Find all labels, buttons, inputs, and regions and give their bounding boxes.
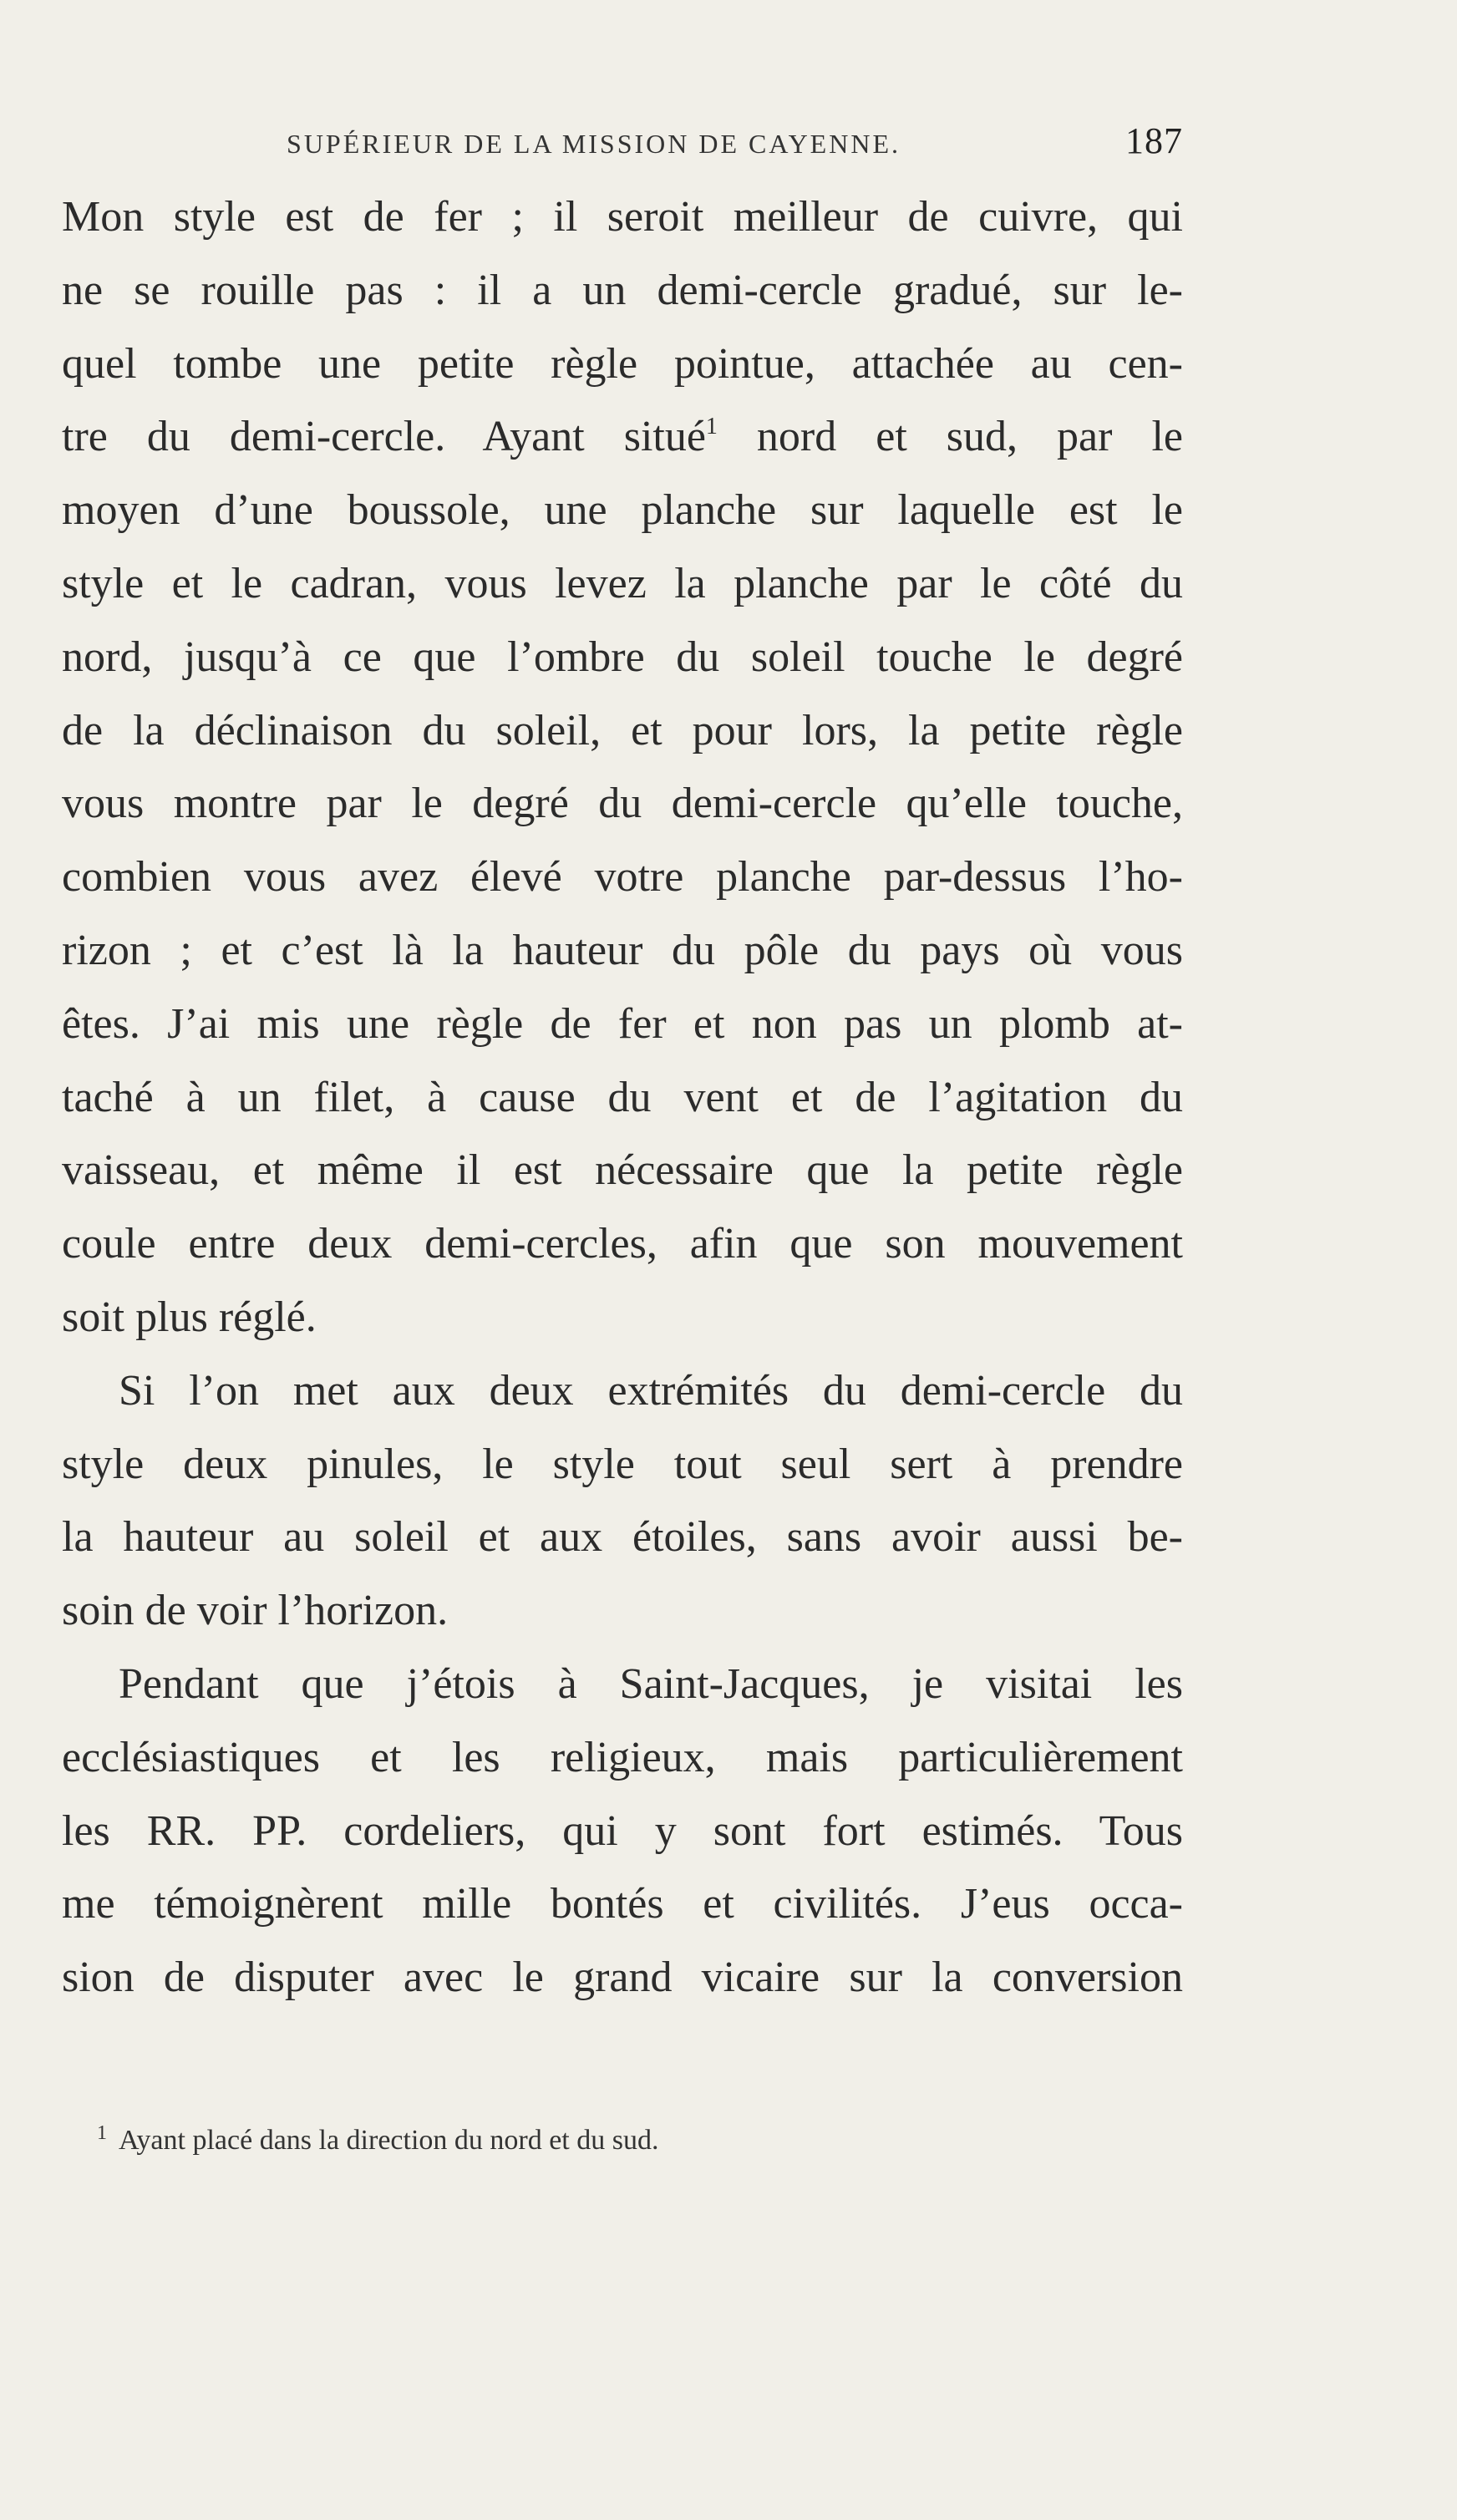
footnote-reference: 1 — [705, 414, 718, 440]
text-line: me témoignèrent mille bontés et civilités. J’eus occa- — [62, 1880, 1183, 1928]
text-line: moyen d’une boussole, une planche sur laquelle est le — [62, 486, 1183, 535]
page-number: 187 — [1125, 120, 1183, 161]
text-line-start: tre du demi-cercle. Ayant situé — [62, 413, 706, 461]
text-line — [62, 400, 1183, 474]
running-head — [62, 119, 1183, 170]
text-line: êtes. J’ai mis une règle de fer et non pas un plomb at- — [62, 999, 1183, 1048]
text-line: vaisseau, et même il est nécessaire que la petite règle — [62, 1146, 1183, 1195]
text-line: la hauteur au soleil et aux étoiles, sans avoir aussi be- — [62, 1513, 1183, 1562]
text-line: Mon style est de fer ; il seroit meilleur de cuivre, qui — [62, 193, 1183, 241]
text-line: ne se rouille pas : il a un demi-cercle gradué, sur le- — [62, 266, 1183, 314]
text-line: style et le cadran, vous levez la planche par le côté du — [62, 559, 1183, 607]
text-line: de la déclinaison du soleil, et pour lors, la petite règle — [62, 706, 1183, 754]
text-line: vous montre par le degré du demi-cercle qu’elle touche, — [62, 780, 1183, 828]
text-line-end: nord et sud, par le — [717, 413, 1183, 461]
text-line: Si l’on met aux deux extrémités du demi-cercle du — [119, 1366, 1183, 1415]
running-title: SUPÉRIEUR DE LA MISSION DE CAYENNE. — [287, 129, 901, 159]
footnote-text: Ayant placé dans la direction du nord et du sud. — [119, 2125, 659, 2156]
text-line: rizon ; et c’est là la hauteur du pôle du pays où vous — [62, 926, 1183, 974]
footnote-number: 1 — [97, 2122, 107, 2144]
text-line: combien vous avez élevé votre planche par-dessus l’ho- — [62, 853, 1183, 902]
text-line: nord, jusqu’à ce que l’ombre du soleil touche le degré — [62, 633, 1183, 681]
text-line: style deux pinules, le style tout seul sert à prendre — [62, 1440, 1183, 1488]
text-line: quel tombe une petite règle pointue, attachée au cen- — [62, 339, 1183, 388]
text-line: soin de voir l’horizon. — [62, 1587, 449, 1635]
text-line: ecclésiastiques et les religieux, mais particulièrement — [62, 1733, 1183, 1781]
text-line: Pendant que j’étois à Saint-Jacques, je visitai les — [119, 1659, 1183, 1708]
text-line: sion de disputer avec le grand vicaire sur la conversion — [62, 1954, 1183, 2002]
text-line: les RR. PP. cordeliers, qui y sont fort estimés. Tous — [62, 1806, 1183, 1855]
text-line: soit plus réglé. — [62, 1293, 317, 1341]
text-line: taché à un filet, à cause du vent et de l’agitation du — [62, 1073, 1183, 1121]
text-line: coule entre deux demi-cercles, afin que son mouvement — [62, 1220, 1183, 1268]
footnote — [97, 2122, 658, 2157]
body-text — [62, 180, 1183, 2014]
